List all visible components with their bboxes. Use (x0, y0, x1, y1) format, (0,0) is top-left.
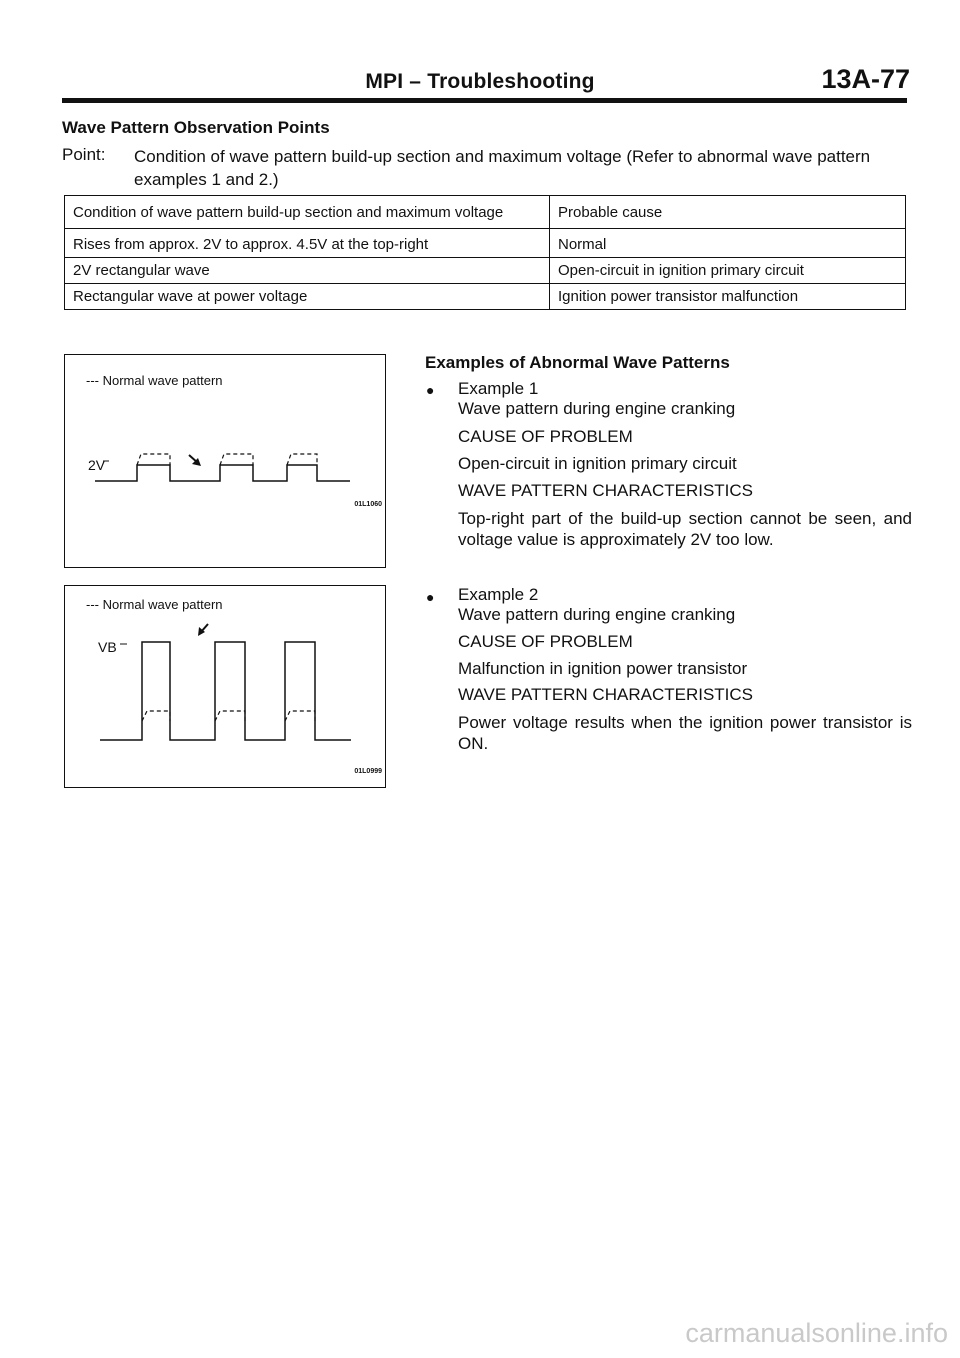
observation-table (64, 195, 906, 310)
example-condition: Wave pattern during engine cranking (458, 399, 736, 418)
figure-code: 01L1060 (354, 501, 382, 508)
voltage-label: 2V (88, 457, 106, 473)
normal-waveform-dashed (142, 711, 315, 721)
table-header-cause: Probable cause (550, 196, 906, 229)
section-title: Wave Pattern Observation Points (62, 118, 330, 137)
table-header-condition: Condition of wave pattern build-up section and maximum voltage (65, 196, 550, 229)
table-row (65, 258, 906, 284)
normal-waveform-dashed (137, 454, 317, 465)
table-row (65, 229, 906, 258)
figure-code: 01L0999 (354, 768, 382, 775)
table-header-row (65, 196, 906, 229)
table-cell: Ignition power transistor malfunction (550, 284, 906, 310)
cause-text: Open-circuit in ignition primary circuit (458, 454, 737, 473)
figure-legend: --- Normal wave pattern (86, 373, 223, 388)
characteristics-text: Power voltage results when the ignition power transistor is ON. (458, 713, 912, 753)
example-name: Example 1 (458, 379, 539, 398)
figure-example-2 (64, 585, 386, 788)
point-label: Point: (62, 145, 106, 164)
figure-example-1 (64, 354, 386, 568)
bullet-icon: ● (426, 589, 435, 605)
table-row (65, 284, 906, 310)
point-text: Condition of wave pattern build-up section and maximum voltage (Refer to abnormal wave pattern examples 1 and 2.) (134, 147, 871, 189)
table-cell: Rectangular wave at power voltage (65, 284, 550, 310)
page-header-title: MPI – Troubleshooting (365, 70, 595, 93)
waveform-example-2 (65, 586, 385, 787)
watermark: carmanualsonline.info (685, 1318, 948, 1348)
table-cell: Open-circuit in ignition primary circuit (550, 258, 906, 284)
arrow-icon (198, 624, 208, 636)
characteristics-text: Top-right part of the build-up section cannot be seen, and voltage value is approximately 2V too low. (458, 509, 912, 549)
page-number: 13A-77 (821, 64, 910, 94)
characteristics-label: WAVE PATTERN CHARACTERISTICS (458, 481, 754, 500)
abnormal-waveform-line (95, 465, 350, 481)
example-name: Example 2 (458, 585, 539, 604)
table-cell: Normal (550, 229, 906, 258)
bullet-icon: ● (426, 382, 435, 398)
cause-label: CAUSE OF PROBLEM (458, 632, 633, 651)
header-rule (62, 98, 907, 103)
arrow-icon (189, 455, 201, 466)
figure-legend: --- Normal wave pattern (86, 597, 223, 612)
table-cell: 2V rectangular wave (65, 258, 550, 284)
abnormal-waveform-line (100, 642, 351, 740)
example-condition: Wave pattern during engine cranking (458, 605, 736, 624)
examples-title: Examples of Abnormal Wave Patterns (425, 353, 730, 372)
cause-text: Malfunction in ignition power transistor (458, 659, 748, 678)
table-cell: Rises from approx. 2V to approx. 4.5V at the top-right (65, 229, 550, 258)
cause-label: CAUSE OF PROBLEM (458, 427, 633, 446)
characteristics-label: WAVE PATTERN CHARACTERISTICS (458, 685, 754, 704)
voltage-label: VB (98, 639, 117, 655)
